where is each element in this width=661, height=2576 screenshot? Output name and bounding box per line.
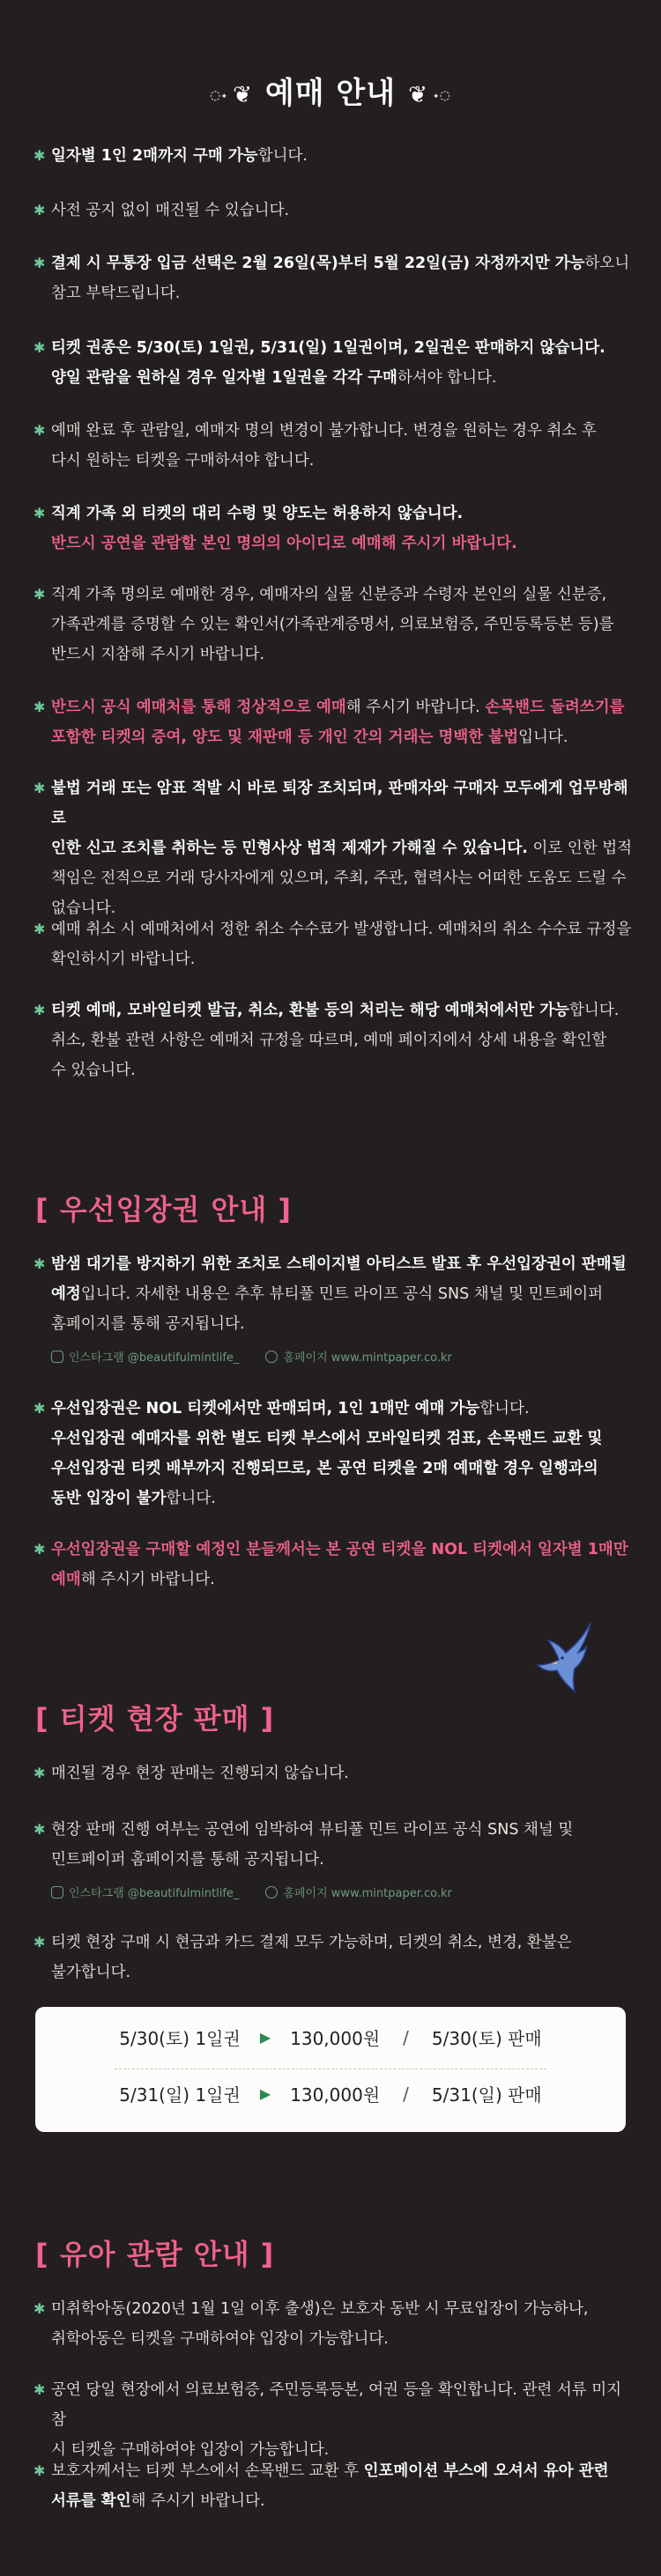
notice-item-official-seller: ✱ 반드시 공식 예매처를 통해 정상적으로 예매해 주시기 바랍니다. 손목밴드 돌려쓰기를 포함한 티켓의 증여, 양도 및 재판매 등 개인 간의 거래는 명백한 불법입니다. — [33, 692, 633, 752]
instagram-icon — [51, 1886, 63, 1899]
bullet-icon: ✱ — [33, 2462, 46, 2479]
right-flourish-icon: ❦ ˖◌ — [408, 81, 451, 108]
child-item-info-booth: ✱ 보호자께서는 티켓 부스에서 손목밴드 교환 후 인포메이션 부스에 오셔서 유아 관련 서류를 확인해 주시기 바랍니다. — [33, 2456, 633, 2516]
priority-item-presale: ✱ 밤샘 대기를 방지하기 위한 조치로 스테이지별 아티스트 발표 후 우선입장권이 판매될 예정입니다. 자세한 내용은 추후 뷰티풀 민트 라이프 공식 SNS 채널 및 민트페이퍼 홈페이지를 통해 공지됩니다. — [33, 1249, 633, 1339]
bullet-icon: ✱ — [33, 780, 46, 796]
bullet-icon: ✱ — [33, 339, 46, 356]
onsite-item-announcement: ✱ 현장 판매 진행 여부는 공연에 임박하여 뷰티풀 민트 라이프 공식 SNS 채널 및 민트페이퍼 홈페이지를 통해 공지됩니다. — [33, 1815, 633, 1875]
notice-item-sellout: ✱ 사전 공지 없이 매진될 수 있습니다. — [33, 196, 633, 226]
price-row — [35, 2081, 626, 2106]
priority-item-one-ticket: ✱ 우선입장권을 구매할 예정인 분들께서는 본 공연 티켓을 NOL 티켓에서 일자별 1매만 예매해 주시기 바랍니다. — [33, 1535, 633, 1595]
notice-item-family-id: ✱ 직계 가족 명의로 예매한 경우, 예매자의 실물 신분증과 수령자 본인의 실물 신분증, 가족관계를 증명할 수 있는 확인서(가족관계증명서, 의료보험증, 주민등록등본 등)를 반드시 지참해 주시기 바랍니다. — [33, 580, 633, 670]
priority-item-nol-only: ✱ 우선입장권은 NOL 티켓에서만 판매되며, 1인 1매만 예매 가능합니다. 우선입장권 예매자를 위한 별도 티켓 부스에서 모바일티켓 검표, 손목밴드 교환 및 우선입장권 티켓 배부까지 진행되므로, 본 공연 티켓을 2매 예매할 경우 일행과의 동반 입장이 불가합니다. — [33, 1394, 633, 1514]
section-heading-child: [ 유아 관람 안내 ] — [35, 2238, 275, 2271]
price-date: 5/30(토) 1일권 — [119, 2028, 241, 2049]
onsite-item-payment: ✱ 티켓 현장 구매 시 현금과 카드 결제 모두 가능하며, 티켓의 취소, 변경, 환불은 불가합니다. — [33, 1928, 633, 1988]
play-arrow-icon: ▶ — [259, 2029, 271, 2046]
bullet-icon: ✱ — [33, 147, 46, 164]
price-sale-day: 5/30(토) 판매 — [431, 2028, 542, 2049]
bullet-icon: ✱ — [33, 2300, 46, 2317]
instagram-link[interactable]: 인스타그램 @beautifulmintlife_ — [51, 1348, 239, 1365]
homepage-link[interactable]: 홈페이지 www.mintpaper.co.kr — [265, 1884, 451, 1900]
bullet-icon: ✱ — [33, 1400, 46, 1417]
bullet-icon: ✱ — [33, 422, 46, 439]
notice-item-no-transfer: ✱ 직계 가족 외 티켓의 대리 수령 및 양도는 허용하지 않습니다. 반드시 공연을 관람할 본인 명의의 아이디로 예매해 주시기 바랍니다. — [33, 499, 633, 559]
price-date: 5/31(일) 1일권 — [119, 2084, 241, 2106]
notice-item-purchase-limit: ✱ 일자별 1인 2매까지 구매 가능합니다. — [33, 141, 633, 171]
notice-item-illegal-resale: ✱ 불법 거래 또는 암표 적발 시 바로 퇴장 조치되며, 판매자와 구매자 모두에게 업무방해로 인한 신고 조치를 취하는 등 민형사상 법적 제재가 가해질 수 있습니다. 이로 인한 법적 책임은 전적으로 거래 당사자에게 있으며, 주최, 주관, 협력사는 어떠한 도움도 드릴 수 없습니다. — [33, 774, 633, 923]
bullet-icon: ✱ — [33, 1541, 46, 1558]
separator: / — [403, 2026, 409, 2048]
price-row — [35, 2025, 626, 2050]
bullet-icon: ✱ — [33, 1934, 46, 1951]
globe-icon — [265, 1886, 278, 1899]
bullet-icon: ✱ — [33, 255, 46, 271]
child-item-free-entry: ✱ 미취학아동(2020년 1월 1일 이후 출생)은 보호자 동반 시 무료입장이 가능하나, 취학아동은 티켓을 구매하여야 입장이 가능합니다. — [33, 2294, 633, 2354]
bullet-icon: ✱ — [33, 202, 46, 218]
play-arrow-icon: ▶ — [259, 2085, 271, 2102]
price-amount: 130,000원 — [290, 2084, 381, 2106]
separator: / — [403, 2083, 409, 2105]
instagram-link[interactable]: 인스타그램 @beautifulmintlife_ — [51, 1884, 239, 1900]
bird-illustration-icon — [522, 1619, 601, 1699]
bullet-icon: ✱ — [33, 921, 46, 937]
instagram-icon — [51, 1351, 63, 1363]
priority-links — [51, 1348, 452, 1365]
globe-icon — [265, 1351, 278, 1363]
notice-item-no-change: ✱ 예매 완료 후 관람일, 예매자 명의 변경이 불가합니다. 변경을 원하는 경우 취소 후 다시 원하는 티켓을 구매하셔야 합니다. — [33, 416, 633, 476]
price-sale-day: 5/31(일) 판매 — [431, 2084, 542, 2106]
notice-item-processing: ✱ 티켓 예매, 모바일티켓 발급, 취소, 환불 등의 처리는 해당 예매처에서만 가능합니다. 취소, 환불 관련 사항은 예매처 규정을 따르며, 예매 페이지에서 상세 내용을 확인할 수 있습니다. — [33, 996, 633, 1085]
page-title — [0, 69, 661, 112]
homepage-link[interactable]: 홈페이지 www.mintpaper.co.kr — [265, 1348, 451, 1365]
bullet-icon: ✱ — [33, 586, 46, 603]
section-heading-priority: [ 우선입장권 안내 ] — [35, 1193, 293, 1226]
notice-item-bank-transfer: ✱ 결제 시 무통장 입금 선택은 2월 26일(목)부터 5월 22일(금) 자정까지만 가능하오니 참고 부탁드립니다. — [33, 248, 633, 308]
left-flourish-icon: ◌˖ ❦ — [210, 81, 253, 108]
onsite-links — [51, 1884, 452, 1900]
bullet-icon: ✱ — [33, 2381, 46, 2398]
price-table — [35, 2007, 626, 2132]
onsite-item-soldout: ✱ 매진될 경우 현장 판매는 진행되지 않습니다. — [33, 1758, 633, 1788]
bullet-icon: ✱ — [33, 1002, 46, 1018]
bullet-icon: ✱ — [33, 505, 46, 522]
notice-item-ticket-types: ✱ 티켓 권종은 5/30(토) 1일권, 5/31(일) 1일권이며, 2일권은 판매하지 않습니다. 양일 관람을 원하실 경우 일자별 1일권을 각각 구매하셔야 합니다. — [33, 333, 633, 393]
child-item-documents: ✱ 공연 당일 현장에서 의료보험증, 주민등록등본, 여권 등을 확인합니다. 관련 서류 미지참 시 티켓을 구매하여야 입장이 가능합니다. — [33, 2375, 633, 2465]
bullet-icon: ✱ — [33, 1255, 46, 1272]
section-heading-onsite: [ 티켓 현장 판매 ] — [35, 1702, 275, 1736]
bullet-icon: ✱ — [33, 699, 46, 715]
notice-item-cancel-fee: ✱ 예매 취소 시 예매처에서 정한 취소 수수료가 발생합니다. 예매처의 취소 수수료 규정을 확인하시기 바랍니다. — [33, 914, 633, 974]
bullet-icon: ✱ — [33, 1765, 46, 1781]
price-amount: 130,000원 — [290, 2028, 381, 2049]
page-title-text: 예매 안내 — [264, 76, 397, 111]
bullet-icon: ✱ — [33, 1821, 46, 1838]
